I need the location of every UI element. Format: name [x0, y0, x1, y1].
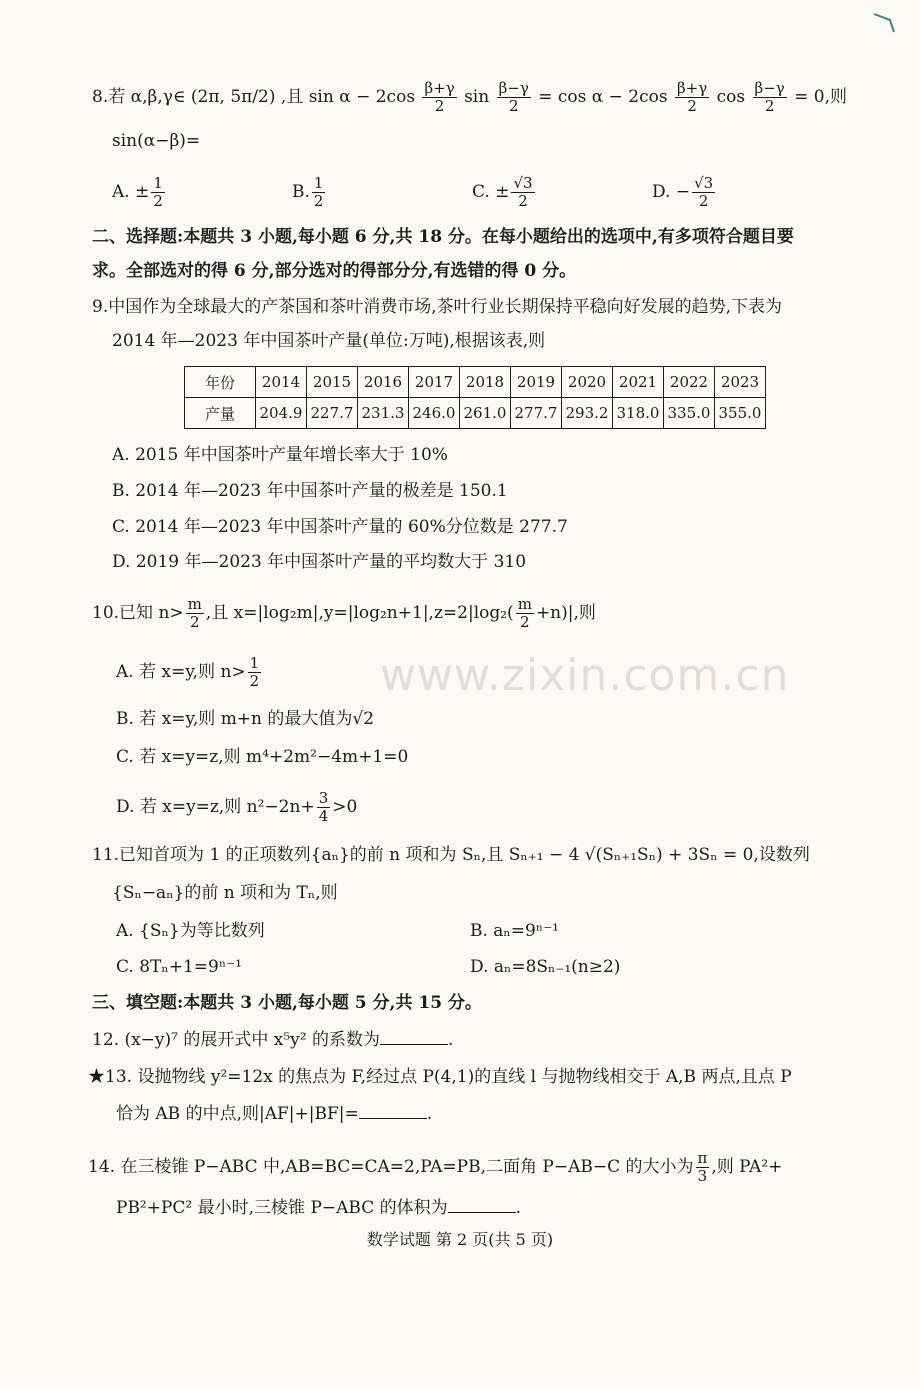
section3-heading: 三、填空题:本题共 3 小题,每小题 5 分,共 15 分。	[92, 993, 482, 1013]
q11-option-d: D. aₙ=8Sₙ₋₁(n≥2)	[470, 957, 621, 977]
table-cell: 2015	[307, 367, 358, 398]
q9-option-d: D. 2019 年—2023 年中国茶叶产量的平均数大于 310	[112, 552, 527, 572]
q8-line2: sin(α−β)=	[112, 131, 201, 151]
table-cell: 2020	[562, 367, 613, 398]
section2-heading-line2: 求。全部选对的得 6 分,部分选对的得部分分,有选错的得 0 分。	[92, 261, 577, 281]
table-cell: 2019	[511, 367, 562, 398]
answer-blank	[359, 1100, 427, 1119]
q8-fraction-1: $\frac{\beta+\gamma}{2}$	[424, 79, 455, 115]
table-cell: 246.0	[409, 398, 460, 429]
table-cell: 335.0	[664, 398, 715, 429]
table-cell: 227.7	[307, 398, 358, 429]
table-header-year: 年份	[185, 367, 256, 398]
q10-option-a: A. 若 x=y,则 n> $\frac{1}{2}$	[116, 654, 260, 690]
table-cell: 355.0	[715, 398, 766, 429]
q8-fraction-3: $\frac{\beta+\gamma}{2}$	[677, 79, 708, 115]
q11-stem: 11.已知首项为 1 的正项数列{aₙ}的前 n 项和为 Sₙ,且 Sₙ₊₁ − 4 √(Sₙ₊₁Sₙ) + 3Sₙ = 0,设数列	[92, 845, 810, 865]
table-cell: 2018	[460, 367, 511, 398]
q8-option-d: D. − $\frac{√3}{2}$	[652, 174, 714, 210]
table-cell: 2022	[664, 367, 715, 398]
q8-option-b: B. $\frac{1}{2}$	[292, 174, 324, 210]
watermark: www.zixin.com.cn	[380, 650, 790, 701]
q8-option-c: C. ± $\frac{√3}{2}$	[472, 174, 533, 210]
q8-stem: 8.若 α,β,γ∈ (2π, 5π/2) ,且 sin α − 2cos $\frac{\beta+\gamma}{2}$ sin $\frac{\beta-\gamma}{2}$ = cos α − 2cos $\frac{\beta+\gamma}{2}$ cos $\frac{\beta-\gamma}{2}$ = 0,则	[92, 79, 848, 115]
table-cell: 277.7	[511, 398, 562, 429]
q8-fraction-2: $\frac{\beta-\gamma}{2}$	[498, 79, 529, 115]
q11-option-c: C. 8Tₙ+1=9ⁿ⁻¹	[116, 957, 242, 977]
table-header-output: 产量	[185, 398, 256, 429]
q11-stem-line2: {Sₙ−aₙ}的前 n 项和为 Tₙ,则	[112, 883, 338, 903]
table-cell: 2014	[256, 367, 307, 398]
table-cell: 204.9	[256, 398, 307, 429]
q13-stem: ★13. 设抛物线 y²=12x 的焦点为 F,经过点 P(4,1)的直线 l 与抛物线相交于 A,B 两点,且点 P	[88, 1067, 792, 1087]
q14-stem-line2: PB²+PC² 最小时,三棱锥 P−ABC 的体积为 .	[116, 1194, 521, 1221]
table-cell: 231.3	[358, 398, 409, 429]
q12-stem: 12. (x−y)⁷ 的展开式中 x⁵y² 的系数为 .	[92, 1026, 453, 1053]
table-cell: 261.0	[460, 398, 511, 429]
table-cell: 2016	[358, 367, 409, 398]
table-row	[185, 367, 766, 398]
q11-option-b: B. aₙ=9ⁿ⁻¹	[470, 921, 559, 941]
q8-fraction-4: $\frac{\beta-\gamma}{2}$	[754, 79, 785, 115]
answer-blank	[380, 1026, 448, 1045]
table-cell: 293.2	[562, 398, 613, 429]
q10-option-b: B. 若 x=y,则 m+n 的最大值为√2	[116, 709, 375, 729]
tea-production-table	[184, 366, 766, 429]
page-footer: 数学试题 第 2 页(共 5 页)	[366, 1230, 554, 1249]
answer-blank	[448, 1194, 516, 1213]
q10-option-d: D. 若 x=y=z,则 n²−2n+ $\frac{3}{4}$ >0	[116, 789, 358, 825]
q10-option-c: C. 若 x=y=z,则 m⁴+2m²−4m+1=0	[116, 747, 409, 767]
q8-option-a: A. ± $\frac{1}{2}$	[112, 174, 163, 210]
q9-option-c: C. 2014 年—2023 年中国茶叶产量的 60%分位数是 277.7	[112, 517, 568, 537]
table-cell: 2021	[613, 367, 664, 398]
q13-stem-line2: 恰为 AB 的中点,则|AF|+|BF|= .	[116, 1100, 432, 1127]
q10-stem: 10.已知 n> $\frac{m}{2}$ ,且 x=|log₂m|,y=|log₂n+1|,z=2|log₂( $\frac{m}{2}$ +n)|,则	[92, 595, 596, 631]
table-row	[185, 398, 766, 429]
q11-option-a: A. {Sₙ}为等比数列	[116, 921, 265, 941]
section2-heading: 二、选择题:本题共 3 小题,每小题 6 分,共 18 分。在每小题给出的选项中,有多项符合题目要	[92, 227, 794, 247]
q9-stem: 9.中国作为全球最大的产茶国和茶叶消费市场,茶叶行业长期保持平稳向好发展的趋势,下表为	[92, 297, 783, 317]
corner-mark-icon	[872, 8, 898, 34]
q14-stem: 14. 在三棱锥 P−ABC 中,AB=BC=CA=2,PA=PB,二面角 P−AB−C 的大小为 $\frac{\pi}{3}$ ,则 PA²+	[88, 1149, 783, 1185]
table-cell: 2023	[715, 367, 766, 398]
q9-stem-line2: 2014 年—2023 年中国茶叶产量(单位:万吨),根据该表,则	[112, 331, 546, 351]
q9-option-b: B. 2014 年—2023 年中国茶叶产量的极差是 150.1	[112, 481, 508, 501]
table-cell: 318.0	[613, 398, 664, 429]
q9-option-a: A. 2015 年中国茶叶产量年增长率大于 10%	[112, 445, 448, 465]
table-cell: 2017	[409, 367, 460, 398]
